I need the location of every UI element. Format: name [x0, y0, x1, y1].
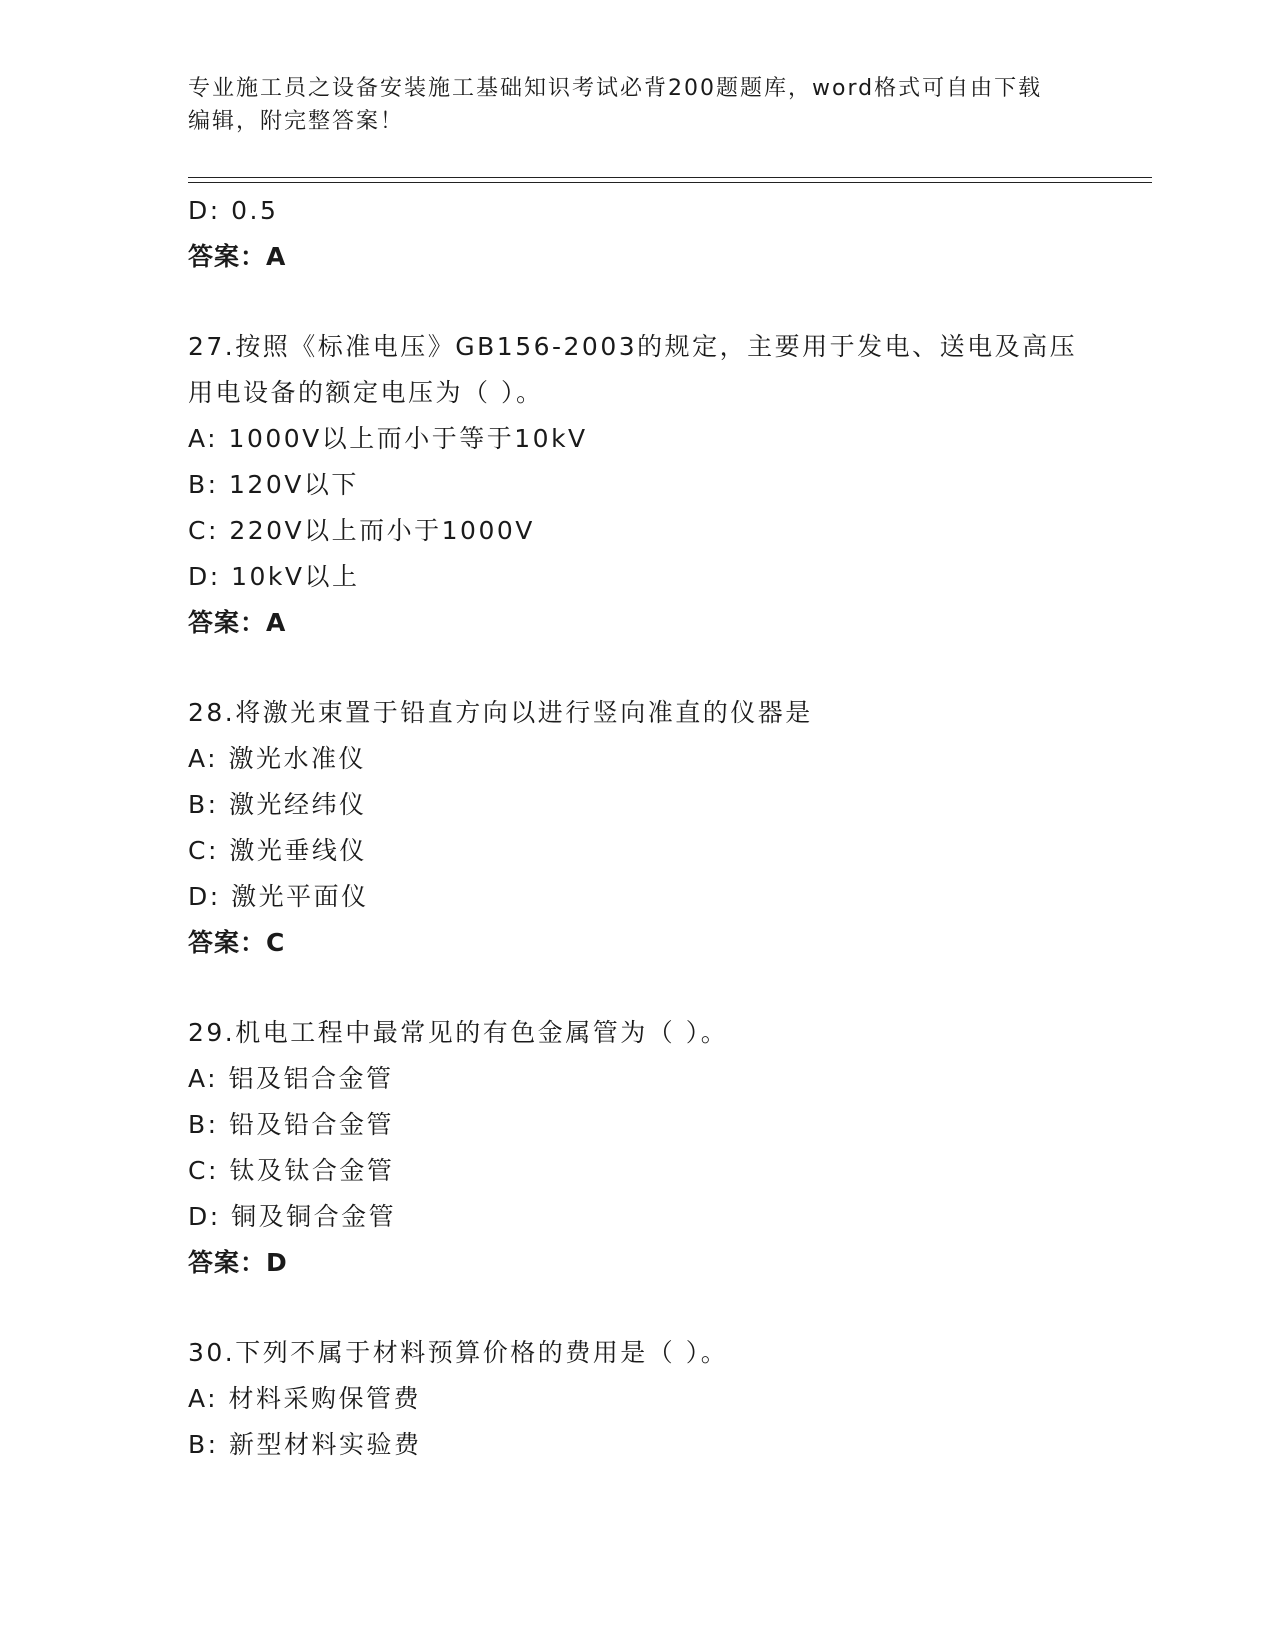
question-block-28: [188, 690, 1148, 966]
question-block-27: [188, 324, 1148, 646]
header-title-line-1: 专业施工员之设备安装施工基础知识考试必背200题题库，word格式可自由下载: [188, 76, 1043, 101]
option-c: C: 激光垂线仪: [188, 836, 367, 865]
option-d: D: 10kV以上: [188, 562, 360, 591]
option-a: A: 材料采购保管费: [188, 1384, 422, 1413]
question-content: [188, 188, 1148, 1468]
option-a: A: 铝及铝合金管: [188, 1064, 394, 1093]
spacer: [188, 1286, 1148, 1330]
option-c: C: 220V以上而小于1000V: [188, 516, 535, 545]
header-divider-bottom: [188, 182, 1152, 183]
document-header: [188, 72, 1068, 138]
question-stem: 29.机电工程中最常见的有色金属管为（ ）。: [188, 1018, 729, 1047]
header-divider-top: [188, 177, 1152, 178]
spacer: [188, 280, 1148, 324]
spacer: [188, 966, 1148, 1010]
option-b: B: 激光经纬仪: [188, 790, 367, 819]
question-stem: 28.将激光束置于铅直方向以进行竖向准直的仪器是: [188, 698, 813, 727]
question-block-29: [188, 1010, 1148, 1286]
option-b: B: 120V以下: [188, 470, 359, 499]
question-stem: 30.下列不属于材料预算价格的费用是（ ）。: [188, 1338, 729, 1367]
spacer: [188, 646, 1148, 690]
answer-line: 答案：A: [188, 608, 287, 637]
option-b: B: 铅及铅合金管: [188, 1110, 395, 1139]
option-d: D: 铜及铜合金管: [188, 1202, 397, 1231]
answer-line: 答案：C: [188, 928, 286, 957]
question-block-30: [188, 1330, 1148, 1468]
option-c: C: 钛及钛合金管: [188, 1156, 395, 1185]
option-a: A: 1000V以上而小于等于10kV: [188, 424, 588, 453]
answer-line: 答案：A: [188, 242, 287, 271]
option-b: B: 新型材料实验费: [188, 1430, 422, 1459]
option-d: D: 0.5: [188, 196, 279, 225]
header-title-line-2: 编辑，附完整答案！: [188, 109, 405, 134]
question-stem: 27.按照《标准电压》GB156-2003的规定，主要用于发电、送电及高压: [188, 332, 1078, 361]
option-d: D: 激光平面仪: [188, 882, 369, 911]
question-stem-continued: 用电设备的额定电压为（ ）。: [188, 378, 544, 407]
answer-line: 答案：D: [188, 1248, 288, 1277]
option-a: A: 激光水准仪: [188, 744, 367, 773]
